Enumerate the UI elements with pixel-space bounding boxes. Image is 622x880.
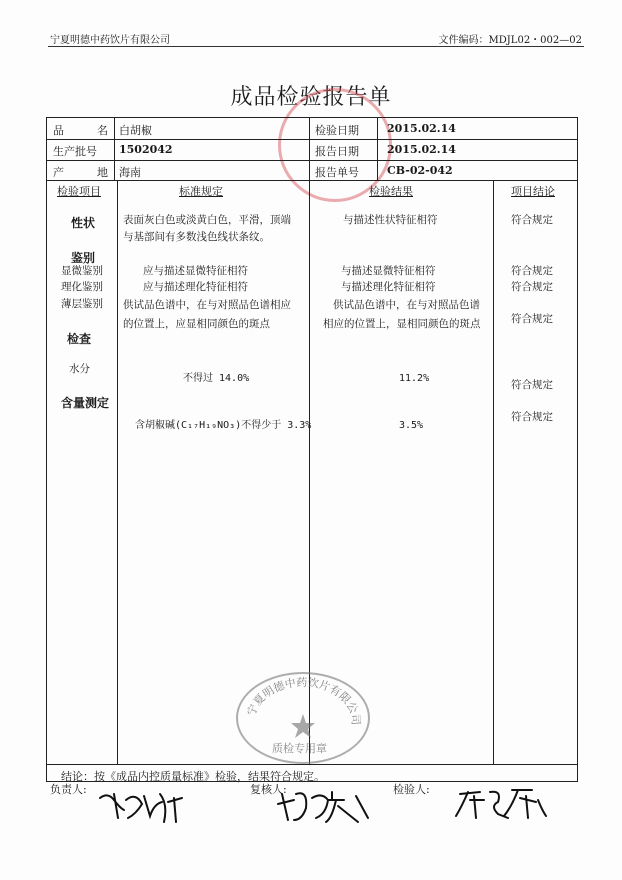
inspect-date: 2015.02.14 bbox=[387, 122, 456, 135]
item-jianbie: 鉴别 bbox=[71, 251, 96, 265]
conclusion-bocheng: 符合规定 bbox=[511, 313, 553, 325]
col-divider bbox=[117, 180, 118, 764]
batch-label: 生产批号 bbox=[53, 145, 97, 158]
result-bocheng-2: 相应的位置上，显相同颜色的斑点 bbox=[323, 318, 481, 330]
company-header: 宁夏明德中药饮片有限公司 bbox=[50, 35, 170, 46]
header-rule bbox=[48, 46, 584, 47]
row-divider bbox=[47, 139, 577, 140]
standard-shuifen: 不得过 14.0% bbox=[183, 373, 250, 384]
inspect-date-label: 检验日期 bbox=[315, 124, 359, 137]
report-date: 2015.02.14 bbox=[387, 143, 456, 156]
col-header-conclusion: 项目结论 bbox=[511, 185, 555, 198]
responsible-signature bbox=[96, 788, 188, 828]
inspection-seal bbox=[236, 672, 370, 764]
result-hanliang: 3.5% bbox=[399, 420, 424, 431]
result-xingzhuang: 与描述性状特征相符 bbox=[343, 214, 438, 226]
col-divider bbox=[114, 118, 115, 180]
inspector-signature bbox=[454, 784, 550, 824]
col-header-item: 检验项目 bbox=[57, 185, 101, 198]
product-name: 白胡椒 bbox=[119, 124, 152, 137]
item-shuifen: 水分 bbox=[69, 363, 90, 375]
origin: 海南 bbox=[119, 166, 141, 179]
seal-center-text: 质检专用章 bbox=[272, 742, 327, 755]
origin-label: 产 地 bbox=[53, 166, 108, 179]
result-bocheng-1: 供试品色谱中，在与对照品色谱 bbox=[333, 299, 480, 311]
conclusion-hanliang: 符合规定 bbox=[511, 411, 553, 423]
col-header-result: 检验结果 bbox=[369, 185, 413, 198]
result-lihua: 与描述理化特征相符 bbox=[341, 281, 436, 293]
standard-xingzhuang-1: 表面灰白色或淡黄白色，平滑，顶端 bbox=[123, 214, 291, 226]
standard-lihua: 应与描述理化特征相符 bbox=[143, 281, 248, 293]
standard-xianwei: 应与描述显微特征相符 bbox=[143, 265, 248, 277]
standard-bocheng-2: 的位置上，应显相同颜色的斑点 bbox=[123, 318, 270, 330]
standard-bocheng-1: 供试品色谱中，在与对照品色谱相应 bbox=[123, 299, 291, 311]
reviewer-signature bbox=[276, 786, 376, 826]
report-date-label: 报告日期 bbox=[315, 145, 359, 158]
report-no-label: 报告单号 bbox=[315, 166, 359, 179]
item-xianwei: 显微鉴别 bbox=[61, 265, 103, 277]
conclusion-xingzhuang: 符合规定 bbox=[511, 214, 553, 226]
conclusion-text: 结论：按《成品内控质量标准》检验，结果符合规定。 bbox=[61, 770, 325, 783]
responsible-label: 负责人: bbox=[50, 783, 87, 796]
item-jiancha: 检查 bbox=[67, 332, 92, 346]
item-xingzhuang: 性状 bbox=[71, 216, 96, 230]
item-hanliang: 含量测定 bbox=[61, 396, 110, 410]
inspector-label: 检验人: bbox=[393, 783, 430, 796]
col-header-standard: 标准规定 bbox=[179, 185, 223, 198]
page-title: 成品检验报告单 bbox=[230, 85, 392, 110]
result-xianwei: 与描述显微特征相符 bbox=[341, 265, 436, 277]
conclusion-xianwei: 符合规定 bbox=[511, 265, 553, 277]
seal-ring-text: 宁夏明德中药饮片有限公司 bbox=[244, 675, 363, 726]
col-divider bbox=[377, 118, 378, 180]
product-name-label: 品 名 bbox=[53, 124, 108, 137]
reviewer-label: 复核人: bbox=[250, 783, 287, 796]
standard-xingzhuang-2: 与基部间有多数浅色线状条纹。 bbox=[123, 231, 270, 243]
standard-hanliang: 含胡椒碱(C₁₇H₁₉NO₃)不得少于 3.3% bbox=[135, 420, 312, 431]
item-lihua: 理化鉴别 bbox=[61, 281, 103, 293]
item-bocheng: 薄层鉴别 bbox=[61, 298, 103, 310]
conclusion-shuifen: 符合规定 bbox=[511, 379, 553, 391]
conclusion-lihua: 符合规定 bbox=[511, 281, 553, 293]
seal-star-icon bbox=[291, 714, 315, 738]
row-divider bbox=[47, 160, 577, 161]
col-divider bbox=[309, 118, 310, 764]
row-divider bbox=[47, 180, 577, 181]
batch-number: 1502042 bbox=[119, 143, 173, 156]
document-code: 文件编码：MDJL02・002—02 bbox=[438, 35, 582, 46]
result-shuifen: 11.2% bbox=[399, 373, 430, 384]
report-no: CB-02-042 bbox=[387, 164, 453, 177]
col-divider bbox=[493, 180, 494, 764]
